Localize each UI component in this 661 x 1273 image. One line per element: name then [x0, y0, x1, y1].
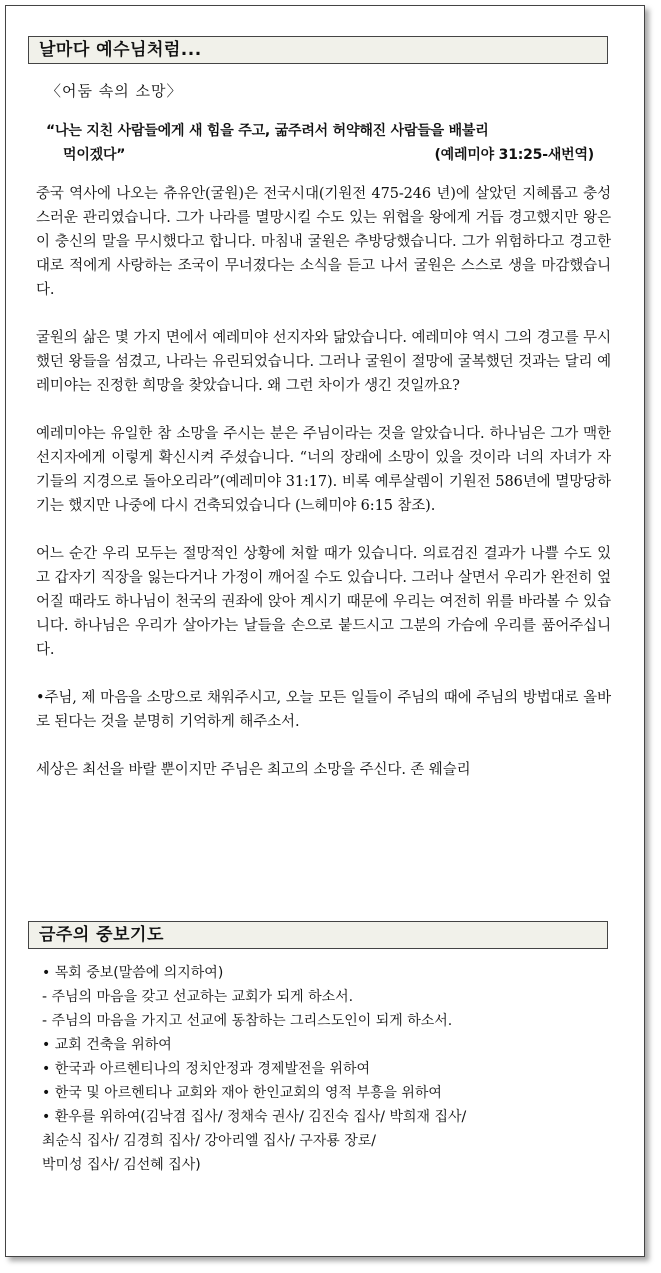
list-item: • 환우를 위하여(김낙겸 집사/ 정채숙 권사/ 김진숙 집사/ 박희재 집사/	[42, 1109, 467, 1125]
list-item: - 주님의 마음을 가지고 선교에 동참하는 그리스도인이 되게 하소서.	[42, 1013, 453, 1029]
bulletin-page	[5, 5, 645, 1257]
verse-line: 먹이겠다”	[63, 147, 126, 163]
list-item: • 한국 및 아르헨티나 교회와 재아 한인교회의 영적 부흥을 위하여	[42, 1085, 442, 1101]
devotion-body	[36, 182, 611, 796]
verse-line: “나는 지친 사람들에게 새 힘을 주고, 굶주려서 허약해진 사람들을 배불리	[46, 123, 489, 139]
intercession-list	[42, 961, 632, 1177]
intercession-header: 금주의 중보기도	[28, 921, 608, 949]
list-item: 최순식 집사/ 김경희 집사/ 강아리엘 집사/ 구자룡 장로/	[42, 1133, 377, 1149]
prayer-paragraph: •주님, 제 마음을 소망으로 채워주시고, 오늘 모든 일들이 주님의 때에 주님의 방법대로 올바로 된다는 것을 분명히 기억하게 해주소서.	[36, 690, 611, 730]
devotion-subtitle: 〈어둠 속의 소망〉	[46, 82, 183, 100]
list-item: - 주님의 마음을 갖고 선교하는 교회가 되게 하소서.	[42, 989, 354, 1005]
closing-quote: 세상은 최선을 바랄 뿐이지만 주님은 최고의 소망을 주신다. 존 웨슬리	[36, 762, 471, 778]
list-item: • 교회 건축을 위하여	[42, 1037, 172, 1053]
devotion-paragraph: 굴원의 삶은 몇 가지 면에서 예레미야 선지자와 닮았습니다. 예레미야 역시 그의 경고를 무시했던 왕들을 섬겼고, 나라는 유린되었습니다. 그러나 굴원이 절망에 굴복했던 것과는 달리 예레미야는 진정한 희망을 찾았습니다. 왜 그런 차이가 생긴 것일까요?	[36, 330, 611, 394]
devotion-paragraph: 중국 역사에 나오는 츄유안(굴원)은 전국시대(기원전 475-246 년)에 살았던 지혜롭고 충성스러운 관리였습니다. 그가 나라를 멸망시킬 수도 있는 위협을 왕에게 거듭 경고했지만 왕은 이 충신의 말을 무시했다고 합니다. 마침내 굴원은 추방당했습니다. 그가 위험하다고 경고한대로 적에게 사랑하는 조국이 무너졌다는 소식을 듣고 나서 굴원은 스스로 생을 마감했습니다.	[36, 186, 611, 298]
list-item: • 한국과 아르헨티나의 정치안정과 경제발전을 위하여	[42, 1061, 371, 1077]
list-item: 박미성 집사/ 김선혜 집사)	[42, 1157, 201, 1173]
scripture-verse	[46, 119, 606, 167]
list-item: • 목회 중보(말씀에 의지하여)	[42, 965, 224, 981]
devotion-header: 날마다 예수님처럼...	[28, 36, 608, 64]
verse-reference: (예레미야 31:25-새번역)	[434, 147, 594, 163]
devotion-paragraph: 예레미야는 유일한 참 소망을 주시는 분은 주님이라는 것을 알았습니다. 하나님은 그가 맥한 선지자에게 이렇게 확신시켜 주셨습니다. “너의 장래에 소망이 있을 것이라 너의 자녀가 자기들의 지경으로 돌아오리라”(예레미야 31:17). 비록 예루살렘이 기원전 586년에 멸망당하기는 했지만 나중에 다시 건축되었습니다 (느헤미야 6:15 참조).	[36, 426, 611, 514]
devotion-paragraph: 어느 순간 우리 모두는 절망적인 상황에 처할 때가 있습니다. 의료검진 결과가 나쁠 수도 있고 갑자기 직장을 잃는다거나 가정이 깨어질 수도 있습니다. 그러나 살면서 우리가 완전히 엎어질 때라도 하나님이 천국의 권좌에 앉아 계시기 때문에 우리는 여전히 위를 바라볼 수 있습니다. 하나님은 우리가 살아가는 날들을 손으로 붙드시고 그분의 가슴에 우리를 품어주십니다.	[36, 546, 611, 658]
